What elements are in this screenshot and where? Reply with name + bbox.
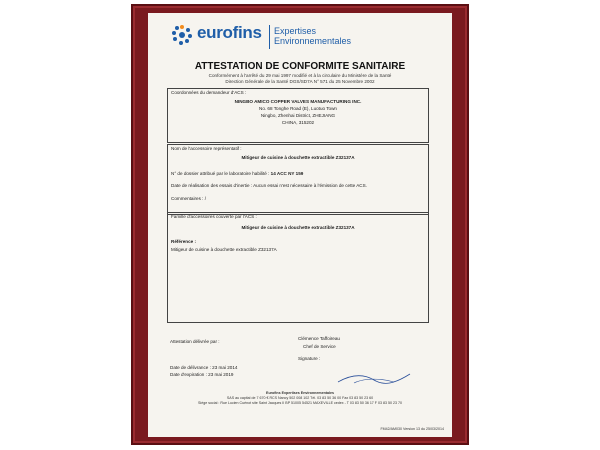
regulation-line1: Conformément à l'arrêté du 29 mai 1997 modifié et à la circulaire du Ministère de la Santé [208, 73, 392, 78]
applicant-company: NINGBO AMICO COPPER VALVES MANUFACTURING INC. [234, 99, 362, 104]
accessory-box [167, 144, 429, 215]
comments-row [171, 196, 206, 201]
expiry-date-label: Date d'expiration : [170, 372, 207, 377]
tests-row [171, 183, 367, 188]
brand-division-line1: Expertises [274, 26, 317, 36]
signer-name: Clémence Taffoireau [298, 336, 340, 341]
footer-registration: SAS au capital de 7 670 € RCS Nancy 502 008 102 Tél. 03 83 50 36 00 Fax 03 83 50 23 60 [226, 396, 374, 400]
footer-address: Siège social : Rue Lucien Cuénot site Saint Jacques II BP 51005 54521 MAXEVILLE cedex - T 03 83 50 36 17 F 03 83 50 23 70 [198, 401, 402, 405]
regulation-line2: Direction Générale de la Santé DGS/SD7A N° 571 du 25 Novembre 2002 [225, 79, 375, 84]
logo-divider [269, 25, 270, 49]
accessory-header: Nom de l'accessoire représentatif : [171, 146, 242, 151]
applicant-address-2: Ningbo, Zhenhai District, ZHEJIANG [260, 113, 336, 118]
comments-value: / [204, 196, 206, 201]
applicant-address-1: No. 68 Tonghe Road (E), Luotuo Town [259, 106, 337, 111]
eurofins-logo-icon [171, 24, 193, 46]
applicant-address-3: CHINA, 315202 [281, 120, 315, 125]
file-number-value: 14 ACC NY 159 [270, 171, 304, 176]
family-header: Famille d'accessoires couverte par l'ACS : [171, 214, 257, 219]
delivery-date-value: 23 mai 2014 [212, 365, 238, 370]
regulation-reference [168, 73, 432, 85]
company-footer [148, 391, 452, 406]
comments-label: Commentaires : [171, 196, 204, 201]
footer-company: Eurofins Expertises Environnementales [266, 391, 334, 395]
document-title: ATTESTATION DE CONFORMITE SANITAIRE [194, 61, 406, 72]
expiry-date-value: 23 mai 2019 [208, 372, 234, 377]
brand-division [274, 26, 351, 46]
issued-by-label: Attestation délivrée par : [170, 339, 220, 344]
accessory-name: Mitigeur de cuisine à douchette extractible Z32137A [241, 155, 355, 160]
delivery-date-row [170, 365, 237, 370]
file-number-row [171, 171, 303, 176]
form-version: FM42/AM030 Version 13 du 25/03/2014 [380, 427, 444, 431]
brand-division-line2: Environnementales [274, 36, 352, 46]
signature-image [334, 370, 414, 386]
delivery-date-label: Date de délivrance : [170, 365, 211, 370]
reference-value: Mitigeur de cuisine à douchette extractible Z32137A [171, 247, 277, 252]
tests-value: Aucun essai n'est nécessaire à l'émission de cette ACS. [253, 183, 367, 188]
family-box [167, 212, 429, 323]
reference-label: Référence : [171, 239, 197, 244]
family-name: Mitigeur de cuisine à douchette extractible Z32137A [241, 225, 355, 230]
applicant-header: Coordonnées du demandeur d'ACS : [171, 90, 247, 95]
file-number-label: N° de dossier attribué par le laboratoire habilité : [171, 171, 270, 176]
tests-label: Date de réalisation des essais d'inertie : [171, 183, 253, 188]
applicant-box [167, 88, 429, 143]
certificate-page [148, 13, 452, 437]
signer-title: Chef de Service [303, 344, 336, 349]
expiry-date-row [170, 372, 233, 377]
brand-name: eurofins [197, 23, 262, 42]
eurofins-logo [171, 22, 441, 52]
signature-label: Signature : [298, 356, 321, 361]
